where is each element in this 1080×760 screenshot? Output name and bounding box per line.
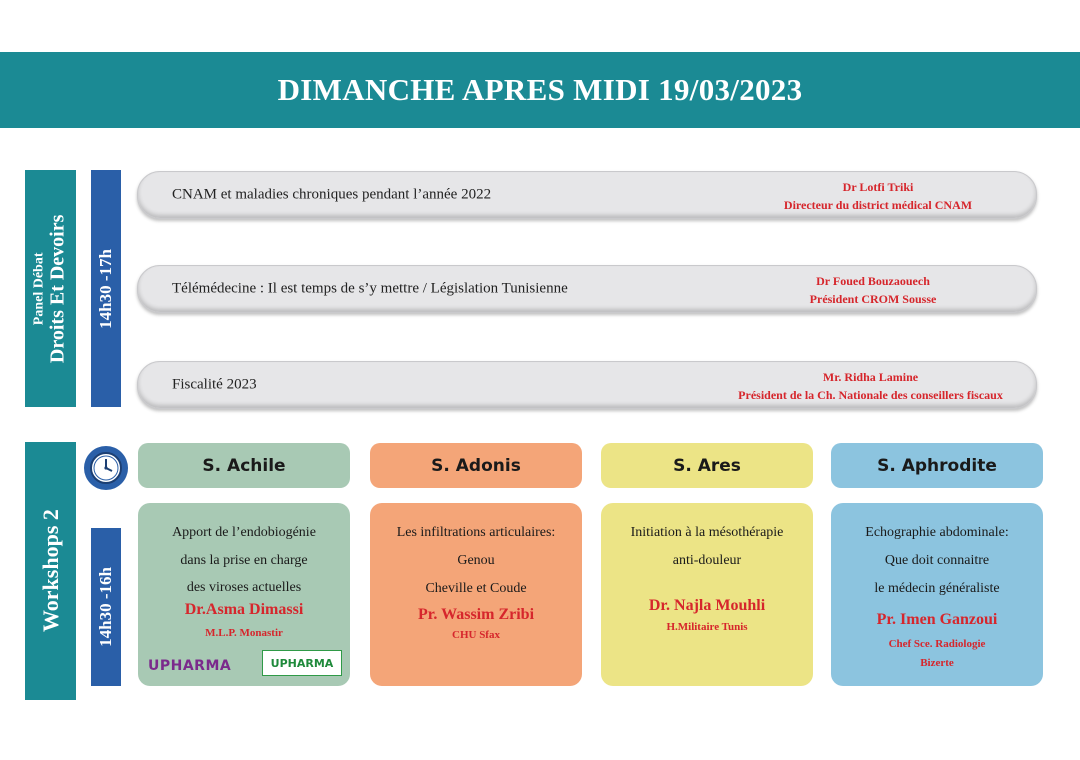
talk-row [137, 361, 1037, 409]
workshop-affiliation: Chef Sce. Radiologie [888, 638, 986, 650]
workshop-speaker: Dr.Asma Dimassi [184, 601, 304, 618]
page-title: DIMANCHE APRES MIDI 19/03/2023 [277, 72, 803, 107]
sponsor-logo-upharma-green [262, 650, 342, 676]
workshop-affiliation: CHU Sfax [452, 629, 500, 641]
workshop-speaker: Pr. Imen Ganzoui [876, 611, 998, 628]
panel-label [25, 170, 76, 407]
room-header-ares [601, 443, 813, 488]
room-header-adonis [370, 443, 582, 488]
speaker-name: Dr Lotfi Triki [842, 180, 914, 194]
workshop-topic-line: Que doit connaitre [884, 553, 990, 568]
workshop-topic-line: Cheville et Coude [425, 581, 527, 596]
talk-title: Télémédecine : Il est temps de s’y mettre / Législation Tunisienne [172, 280, 568, 297]
panel-label-small: Panel Débat [31, 252, 47, 325]
header-banner [0, 52, 1080, 128]
speaker-role: Président de la Ch. Nationale des conseillers fiscaux [738, 388, 1003, 402]
room-name: S. Ares [673, 455, 741, 476]
workshop-topic-line: Initiation à la mésothérapie [630, 525, 784, 540]
workshops-label [25, 442, 76, 700]
workshop-topic-line: le médecin généraliste [874, 581, 1000, 596]
sponsor-logo-upharma: UPHARMA [148, 658, 232, 674]
talk-speaker [778, 272, 968, 308]
workshops-label-text: Workshops 2 [37, 509, 63, 633]
workshop-speaker: Pr. Wassim Zribi [417, 606, 535, 623]
workshop-topic-line: Echographie abdominale: [865, 525, 1009, 540]
workshop-card-ares [601, 503, 813, 686]
room-header-achile [138, 443, 350, 488]
workshops-time [91, 528, 121, 686]
talk-speaker [713, 368, 1028, 404]
room-header-aphrodite [831, 443, 1043, 488]
workshop-topic-line: dans la prise en charge [180, 553, 308, 568]
workshop-topic-line: des viroses actuelles [186, 580, 302, 595]
talk-row [137, 265, 1037, 313]
speaker-name: Mr. Ridha Lamine [822, 370, 919, 384]
workshop-card-achile [138, 503, 350, 686]
workshops-time-label: 14h30 -16h [96, 567, 116, 647]
workshop-speaker: Dr. Najla Mouhli [648, 597, 766, 614]
workshop-topic-line: Les infiltrations articulaires: [396, 525, 556, 540]
panel-time-label: 14h30 -17h [96, 248, 116, 329]
sponsor-logo-text: UPHARMA [270, 656, 334, 670]
room-name: S. Adonis [431, 455, 521, 476]
workshop-affiliation: M.L.P. Monastir [205, 627, 283, 639]
panel-label-big: Droits Et Devoirs [46, 214, 69, 363]
talk-title: Fiscalité 2023 [172, 376, 257, 393]
workshop-topic-line: Genou [457, 553, 495, 568]
clock-icon [84, 446, 128, 490]
workshop-topic-line: Apport de l’endobiogénie [172, 525, 316, 540]
workshop-topic-line: anti-douleur [672, 553, 742, 568]
talk-title: CNAM et maladies chroniques pendant l’année 2022 [172, 186, 492, 203]
speaker-role: Président CROM Sousse [809, 292, 937, 306]
panel-time [91, 170, 121, 407]
talk-speaker [758, 178, 998, 214]
speaker-role: Directeur du district médical CNAM [783, 198, 973, 212]
workshop-affiliation: H.Militaire Tunis [666, 621, 748, 633]
room-name: S. Achile [202, 455, 286, 476]
room-name: S. Aphrodite [877, 455, 997, 476]
workshop-affiliation: Bizerte [920, 657, 954, 669]
talk-row [137, 171, 1037, 219]
workshop-card-adonis [370, 503, 582, 686]
speaker-name: Dr Foued Bouzaouech [816, 274, 930, 288]
workshop-card-aphrodite [831, 503, 1043, 686]
